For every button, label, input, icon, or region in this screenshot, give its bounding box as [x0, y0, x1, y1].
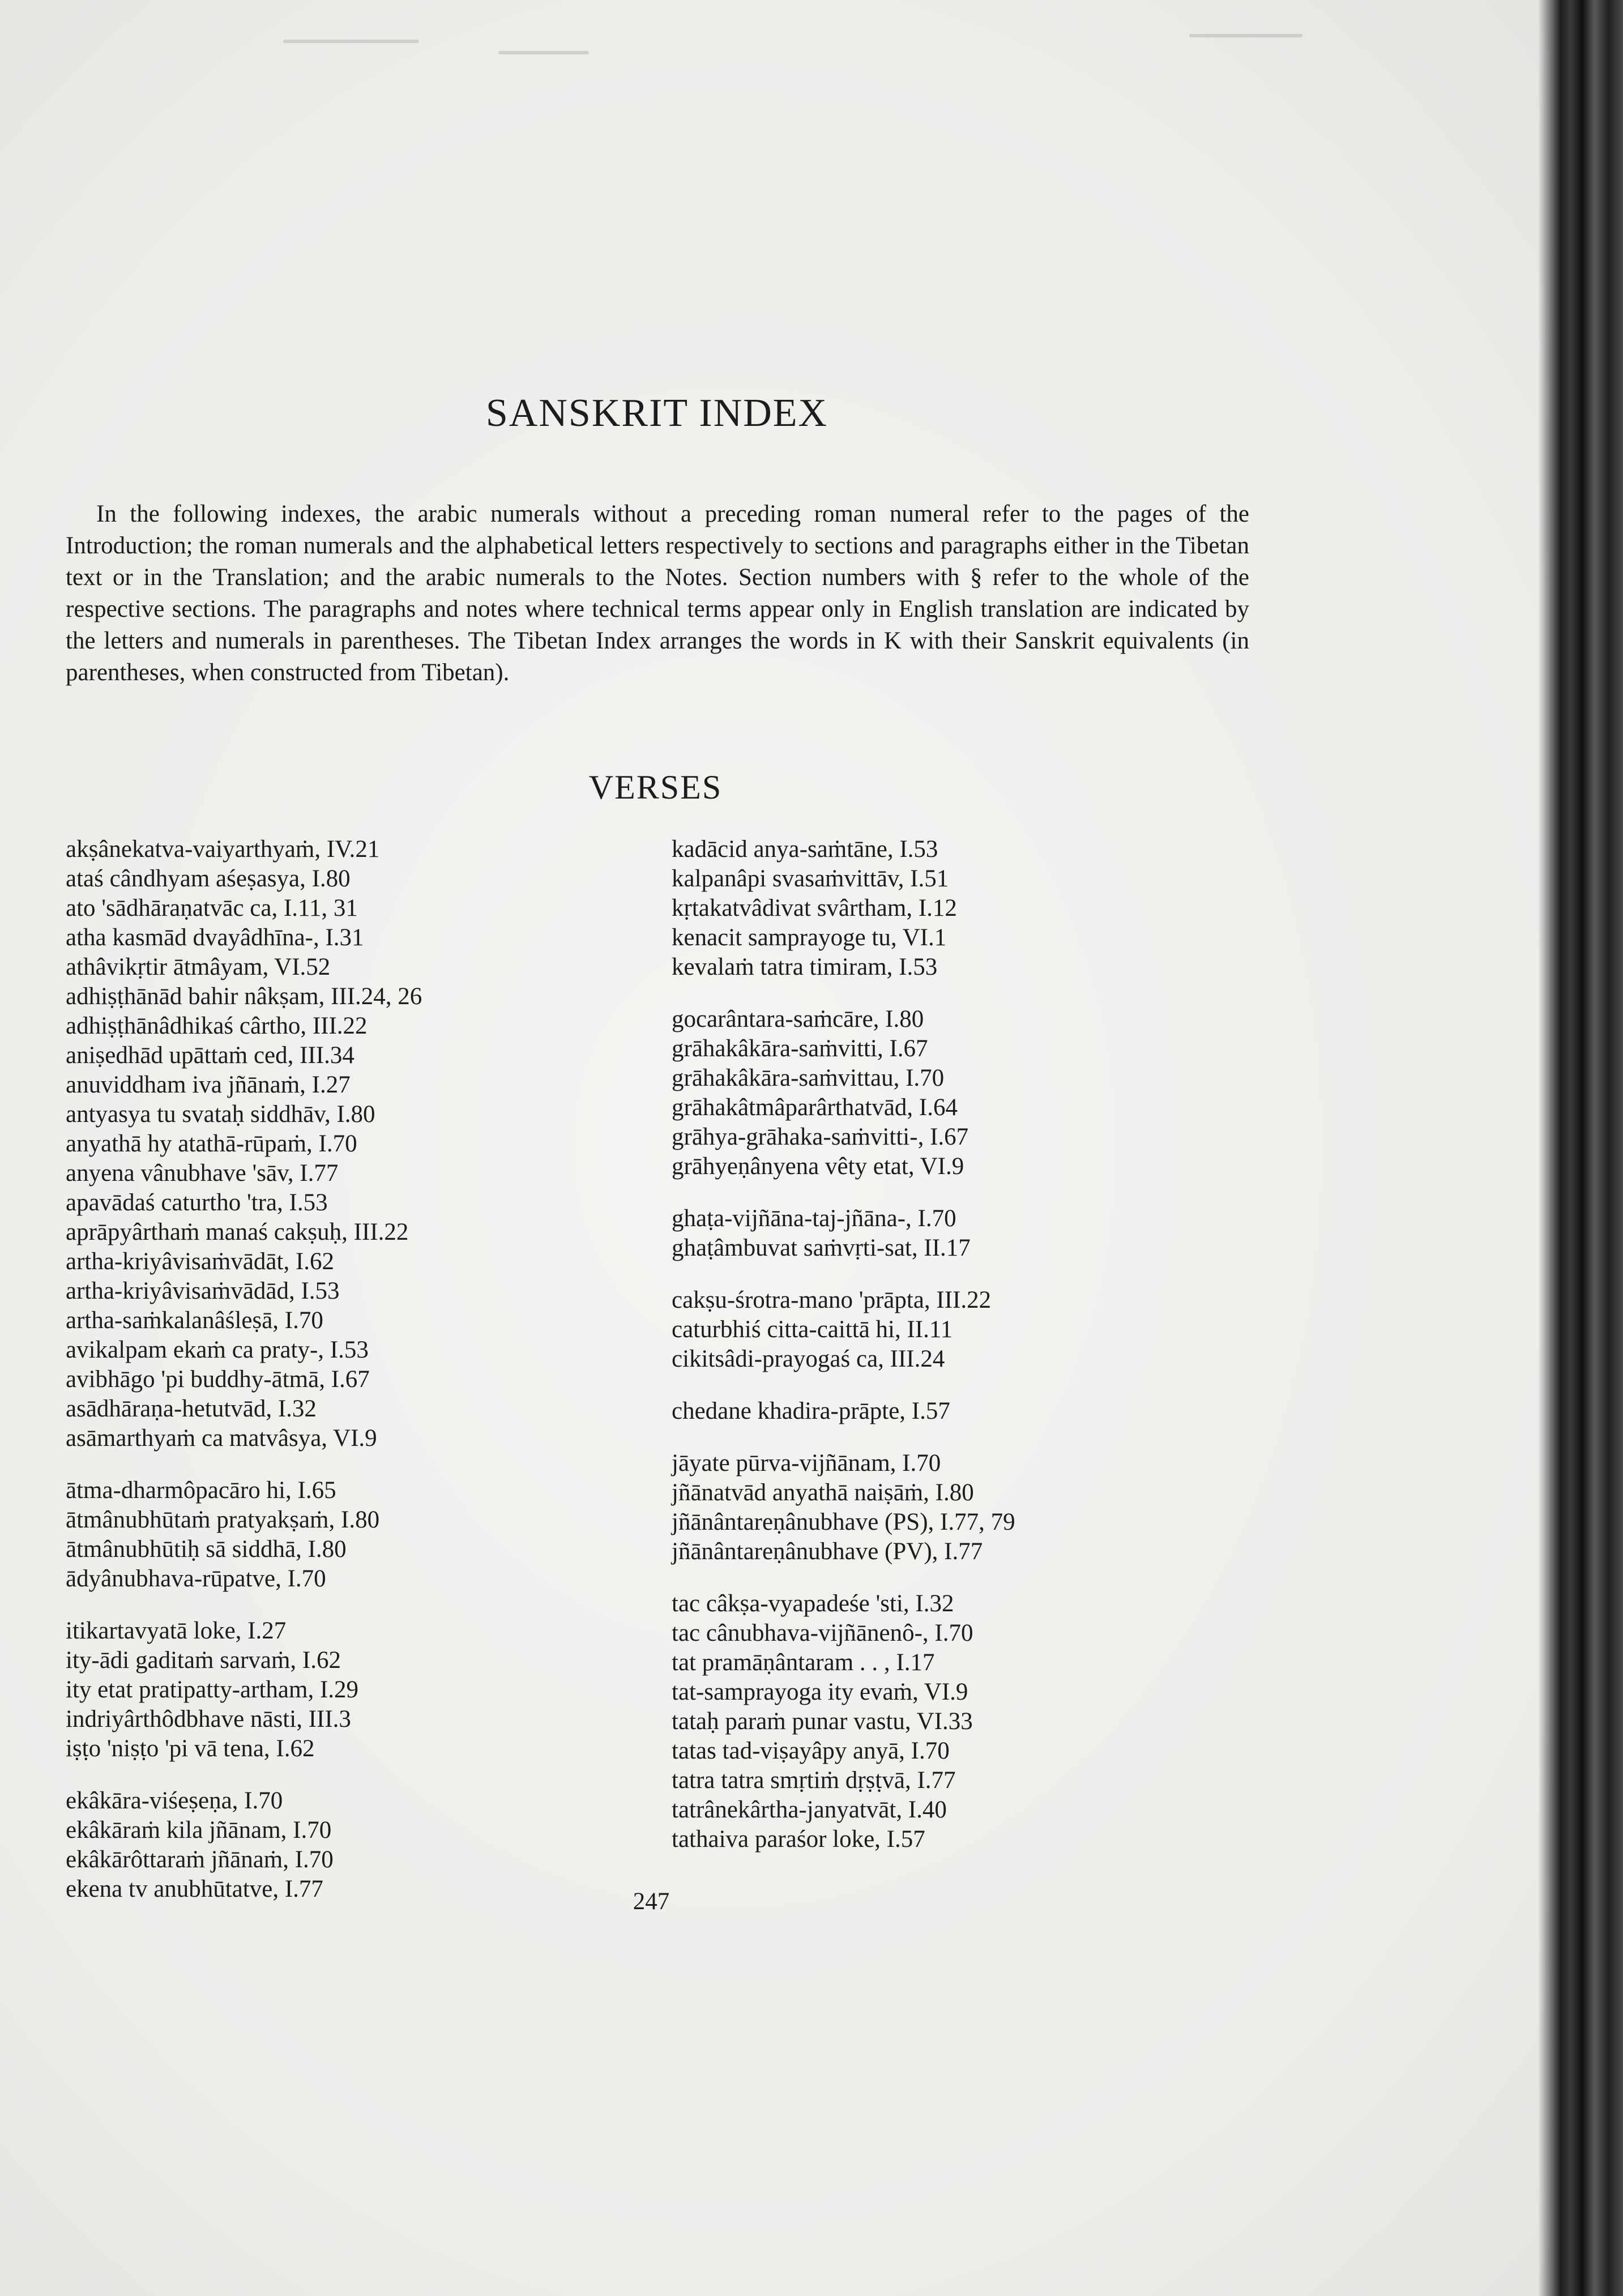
index-entry: jñānântareṇânubhave (PV), I.77: [672, 1538, 983, 1565]
index-entry: kevalaṁ tatra timiram, I.53: [672, 954, 938, 980]
index-entry: kenacit samprayoge tu, VI.1: [672, 924, 947, 951]
index-entry: grāhakâtmâparârthatvād, I.64: [672, 1094, 958, 1121]
index-entry: tatas tad-viṣayâpy anyā, I.70: [672, 1738, 950, 1764]
index-entry: grāhyeṇânyena vêty etat, VI.9: [672, 1153, 964, 1180]
index-entry: ekâkārôttaraṁ jñānaṁ, I.70: [66, 1846, 334, 1873]
index-entry: tataḥ paraṁ punar vastu, VI.33: [672, 1708, 973, 1735]
index-entry: avikalpam ekaṁ ca praty-, I.53: [66, 1337, 369, 1363]
entry-group: [672, 1286, 1215, 1374]
index-entry: artha-saṁkalanâśleṣā, I.70: [66, 1307, 323, 1334]
scan-smudge: [1189, 34, 1302, 37]
index-entry: jñānântareṇânubhave (PS), I.77, 79: [672, 1509, 1015, 1535]
index-entry: tat pramāṇântaram . . , I.17: [672, 1649, 935, 1676]
intro-paragraph: In the following indexes, the arabic numerals without a preceding roman numeral refer to the pages of the Introduction; the roman numerals and the alphabetical letters respectively to sections and paragraphs either in the Tibetan text or in the Translation; and the arabic numerals to the Notes. Section numbers with § refer to the whole of the respective sections. The paragraphs and notes where technical terms appear only in English translation are indicated by the letters and numerals in parentheses. The Tibetan Index arranges the words in K with their Sanskrit equivalents (in parentheses, when constructed from Tibetan).: [66, 501, 1249, 686]
index-entry: anuviddham iva jñānaṁ, I.27: [66, 1072, 351, 1098]
book-spine-shadow: [1538, 0, 1623, 2296]
page-title: SANSKRIT INDEX: [485, 391, 828, 435]
index-entry: ātma-dharmôpacāro hi, I.65: [66, 1477, 336, 1504]
index-entry: kadācid anya-saṁtāne, I.53: [672, 836, 938, 863]
index-entry: adhiṣṭhānād bahir nâkṣam, III.24, 26: [66, 983, 422, 1010]
entry-group: [66, 1476, 609, 1594]
entry-group: [672, 1397, 1215, 1426]
index-entry: chedane khadira-prāpte, I.57: [672, 1398, 950, 1424]
right-column: [672, 835, 1215, 1877]
index-entry: asādhāraṇa-hetutvād, I.32: [66, 1395, 317, 1422]
index-entry: ato 'sādhāraṇatvāc ca, I.11, 31: [66, 895, 358, 921]
index-entry: ekâkāraṁ kila jñānam, I.70: [66, 1817, 332, 1843]
index-entry: gocarântara-saṁcāre, I.80: [672, 1006, 924, 1032]
index-entry: itikartavyatā loke, I.27: [66, 1618, 287, 1644]
index-entry: tac cânubhava-vijñānenô-, I.70: [672, 1620, 973, 1646]
index-entry: avibhāgo 'pi buddhy-ātmā, I.67: [66, 1366, 370, 1393]
index-entry: ātmânubhūtiḥ sā siddhā, I.80: [66, 1536, 347, 1563]
scan-smudge: [283, 40, 419, 43]
entry-group: [66, 1786, 609, 1904]
index-entry: apavādaś caturtho 'tra, I.53: [66, 1189, 328, 1216]
index-entry: athâvikṛtir ātmâyam, VI.52: [66, 954, 331, 980]
index-entry: ity-ādi gaditaṁ sarvaṁ, I.62: [66, 1647, 341, 1674]
index-entry: artha-kriyâvisaṁvādād, I.53: [66, 1278, 340, 1304]
index-entry: iṣṭo 'niṣṭo 'pi vā tena, I.62: [66, 1735, 315, 1762]
index-entry: ghaṭâmbuvat saṁvṛti-sat, II.17: [672, 1235, 971, 1261]
index-entry: tat-samprayoga ity evaṁ, VI.9: [672, 1679, 968, 1705]
entry-group: [672, 1449, 1215, 1567]
index-entry: ghaṭa-vijñāna-taj-jñāna-, I.70: [672, 1205, 956, 1232]
index-entry: kalpanâpi svasaṁvittāv, I.51: [672, 865, 949, 892]
index-entry: indriyârthôdbhave nāsti, III.3: [66, 1706, 351, 1732]
page-number: 247: [633, 1888, 670, 1915]
index-entry: caturbhiś citta-caittā hi, II.11: [672, 1316, 953, 1343]
index-entry: jñānatvād anyathā naiṣāṁ, I.80: [672, 1479, 974, 1506]
entry-group: [66, 835, 609, 1453]
index-entry: ekâkāra-viśeṣeṇa, I.70: [66, 1787, 283, 1814]
index-entry: anyena vânubhave 'sāv, I.77: [66, 1160, 339, 1187]
entry-group: [672, 1589, 1215, 1854]
index-entry: cikitsâdi-prayogaś ca, III.24: [672, 1346, 945, 1372]
index-entry: tatrânekârtha-janyatvāt, I.40: [672, 1796, 947, 1823]
index-entry: jāyate pūrva-vijñānam, I.70: [672, 1450, 941, 1476]
entry-group: [672, 835, 1215, 982]
index-entry: aprāpyârthaṁ manaś cakṣuḥ, III.22: [66, 1219, 409, 1245]
index-entry: tac câkṣa-vyapadeśe 'sti, I.32: [672, 1590, 954, 1617]
index-entry: tathaiva paraśor loke, I.57: [672, 1826, 925, 1853]
index-entry: kṛtakatvâdivat svârtham, I.12: [672, 895, 957, 921]
left-column: [66, 835, 609, 1927]
index-entry: asāmarthyaṁ ca matvâsya, VI.9: [66, 1425, 377, 1452]
index-entry: atha kasmād dvayâdhīna-, I.31: [66, 924, 364, 951]
index-entry: grāhakâkāra-saṁvittau, I.70: [672, 1065, 945, 1091]
index-entry: anyathā hy atathā-rūpaṁ, I.70: [66, 1130, 357, 1157]
section-heading: VERSES: [588, 769, 723, 806]
index-entry: antyasya tu svataḥ siddhāv, I.80: [66, 1101, 375, 1128]
index-entry: ātmânubhūtaṁ pratyakṣaṁ, I.80: [66, 1507, 380, 1533]
index-entry: adhiṣṭhānâdhikaś cârtho, III.22: [66, 1013, 368, 1039]
index-entry: akṣânekatva-vaiyarthyaṁ, IV.21: [66, 836, 380, 863]
index-entry: ataś cândhyam aśeṣasya, I.80: [66, 865, 351, 892]
index-entry: ity etat pratipatty-artham, I.29: [66, 1676, 359, 1703]
scan-smudge: [498, 51, 589, 54]
index-entry: artha-kriyâvisaṁvādāt, I.62: [66, 1248, 335, 1275]
index-entry: grāhya-grāhaka-saṁvitti-, I.67: [672, 1124, 969, 1150]
entry-group: [672, 1204, 1215, 1263]
index-entry: tatra tatra smṛtiṁ dṛṣṭvā, I.77: [672, 1767, 956, 1794]
index-entry: ekena tv anubhūtatve, I.77: [66, 1876, 323, 1902]
entry-group: [672, 1005, 1215, 1181]
entry-group: [66, 1616, 609, 1764]
index-entry: aniṣedhād upāttaṁ ced, III.34: [66, 1042, 355, 1069]
index-entry: grāhakâkāra-saṁvitti, I.67: [672, 1035, 928, 1062]
index-entry: cakṣu-śrotra-mano 'prāpta, III.22: [672, 1287, 992, 1313]
index-entry: ādyânubhava-rūpatve, I.70: [66, 1565, 326, 1592]
